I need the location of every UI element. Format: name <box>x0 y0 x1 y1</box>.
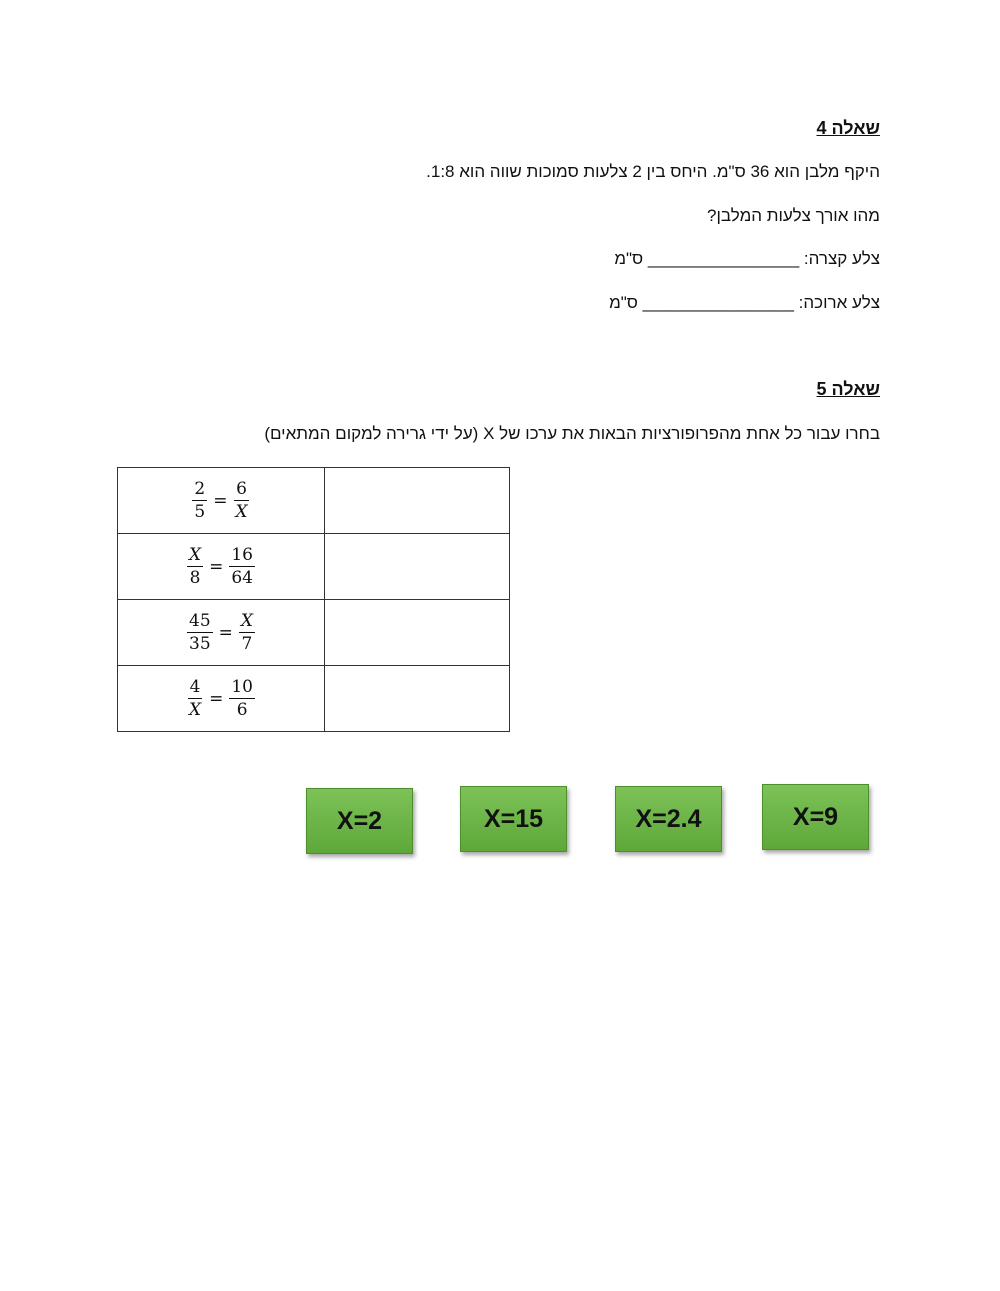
table-row <box>118 600 510 666</box>
answer-tile-x-15[interactable]: X=15 <box>460 786 567 852</box>
numerator: 4 <box>189 677 201 697</box>
equals-sign: = <box>209 556 224 577</box>
equals-sign: = <box>209 688 224 709</box>
denominator: 8 <box>189 568 201 588</box>
question-5-title: שאלה 5 <box>816 379 880 399</box>
proportion-equation-2 <box>118 545 324 588</box>
short-side-answer-line[interactable]: צלע קצרה: ________________ ס"מ <box>614 249 880 268</box>
table-row <box>118 666 510 732</box>
equals-sign: = <box>218 622 233 643</box>
equation-cell <box>118 666 325 732</box>
fraction <box>192 479 207 522</box>
denominator: 5 <box>194 502 206 522</box>
numerator: X <box>189 545 202 565</box>
proportions-table <box>117 467 510 732</box>
proportion-equation-3 <box>118 611 324 654</box>
long-side-answer-line[interactable]: צלע ארוכה: ________________ ס"מ <box>609 293 880 312</box>
denominator: 35 <box>189 634 211 654</box>
question-4-problem-text: היקף מלבן הוא 36 ס"מ. היחס בין 2 צלעות סמוכות שווה הוא 1:8. <box>426 162 880 181</box>
equation-cell <box>118 534 325 600</box>
answer-drop-zone-4[interactable] <box>325 666 510 732</box>
denominator: X <box>235 502 248 522</box>
denominator: 64 <box>231 568 253 588</box>
fraction <box>187 545 203 588</box>
numerator: 6 <box>236 479 247 499</box>
denominator: 6 <box>236 700 248 720</box>
question-4-title: שאלה 4 <box>816 118 880 138</box>
fraction <box>229 677 255 720</box>
numerator: 16 <box>231 545 253 565</box>
answer-tile-x-2-4[interactable]: X=2.4 <box>615 786 722 852</box>
denominator: 7 <box>241 634 253 654</box>
answer-tile-x-2[interactable]: X=2 <box>306 788 413 854</box>
table-row <box>118 468 510 534</box>
question-4-prompt: מהו אורך צלעות המלבן? <box>707 206 880 225</box>
equation-cell <box>118 600 325 666</box>
numerator: X <box>240 611 253 631</box>
numerator: 2 <box>194 479 206 499</box>
fraction <box>187 677 203 720</box>
answer-drop-zone-3[interactable] <box>325 600 510 666</box>
equation-cell <box>118 468 325 534</box>
fraction <box>187 611 213 654</box>
proportion-equation-1 <box>118 479 324 522</box>
numerator: 10 <box>231 677 253 697</box>
numerator: 45 <box>189 611 211 631</box>
question-5-instruction: בחרו עבור כל אחת מהפרופורציות הבאות את ערכו של X (על ידי גרירה למקום המתאים) <box>264 424 880 443</box>
table-row <box>118 534 510 600</box>
fraction <box>239 611 255 654</box>
proportion-equation-4 <box>118 677 324 720</box>
equals-sign: = <box>213 490 228 511</box>
answer-drop-zone-2[interactable] <box>325 534 510 600</box>
answer-tile-x-9[interactable]: X=9 <box>762 784 869 850</box>
fraction <box>229 545 255 588</box>
answer-drop-zone-1[interactable] <box>325 468 510 534</box>
denominator: X <box>189 700 202 720</box>
fraction <box>233 479 249 522</box>
